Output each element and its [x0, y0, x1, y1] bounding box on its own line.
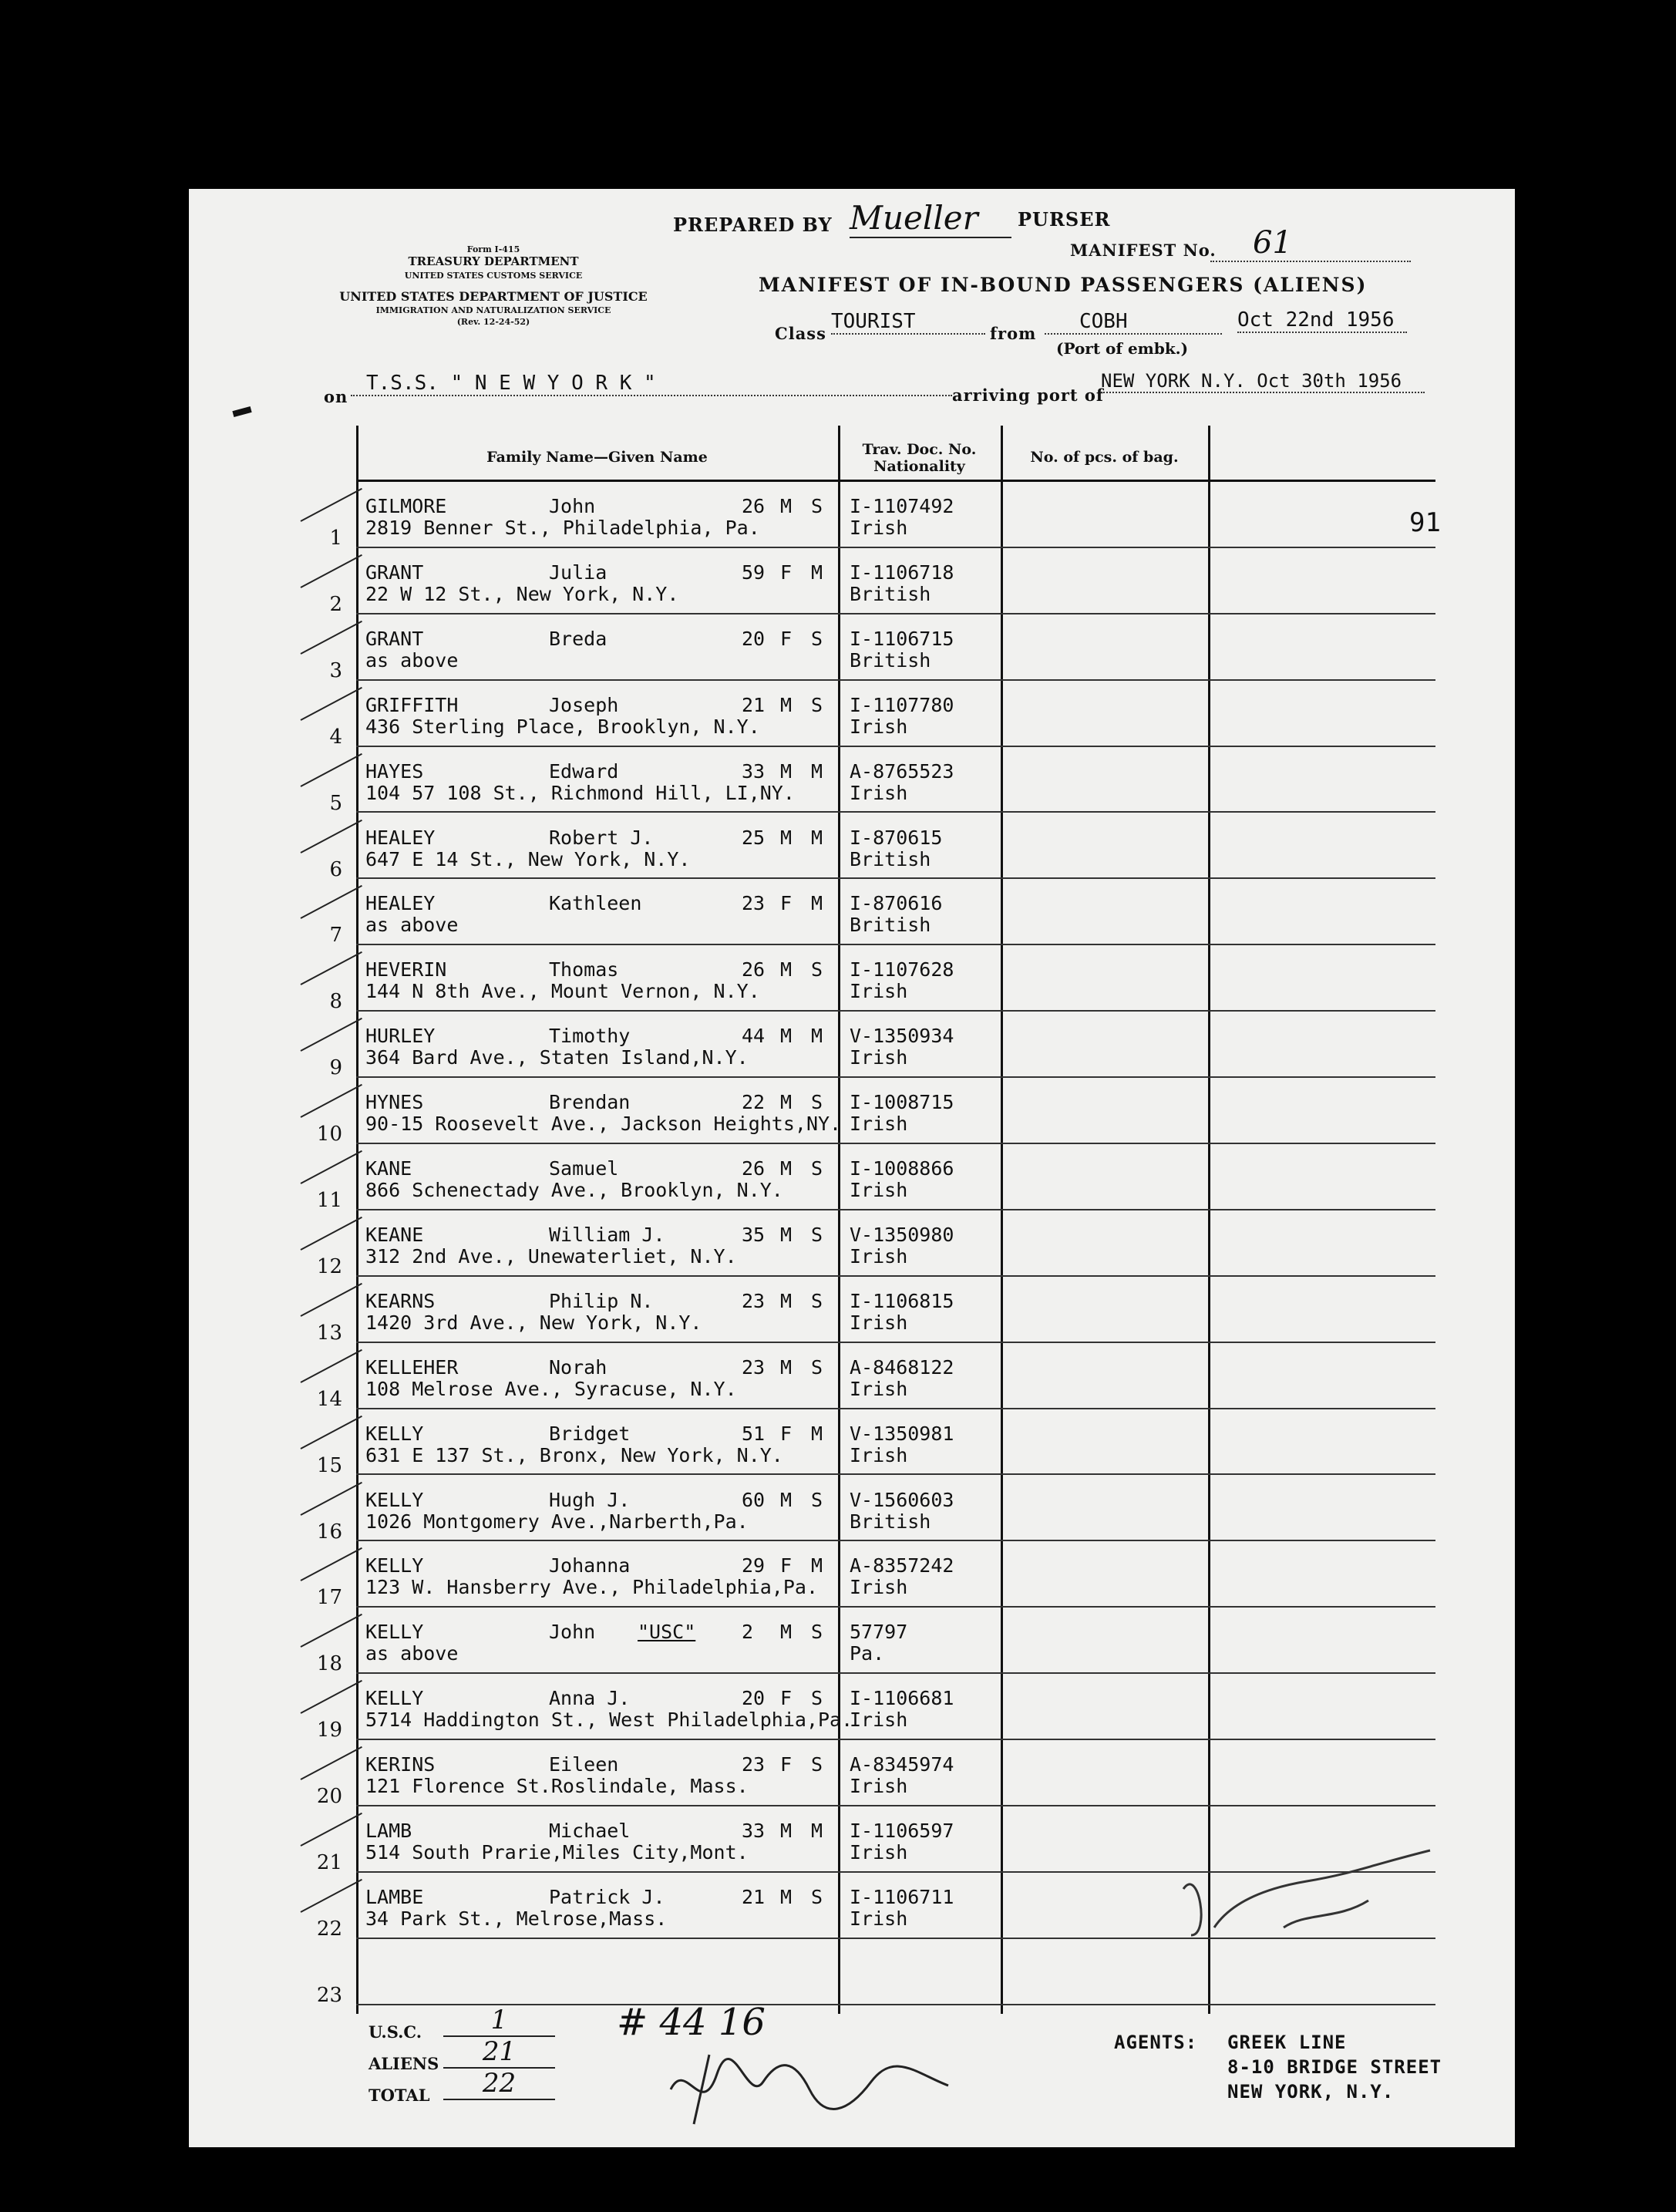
travel-document-number: I-870615	[850, 826, 943, 849]
sex: M	[780, 495, 793, 517]
marital-status: S	[811, 693, 823, 716]
marital-status: S	[811, 1753, 823, 1776]
address: 123 W. Hansberry Ave., Philadelphia,Pa.	[365, 1576, 818, 1599]
table-row	[316, 1608, 1435, 1676]
sex: M	[780, 1157, 793, 1180]
given-name: Robert J.	[549, 826, 654, 849]
travel-document-number: I-1107492	[850, 495, 954, 517]
table-row	[329, 482, 1435, 550]
manifest-title: MANIFEST OF IN-BOUND PASSENGERS (ALIENS)	[759, 274, 1368, 296]
marital-status: M	[811, 1554, 823, 1577]
marital-status: S	[811, 495, 823, 517]
travel-document-number: I-1106718	[850, 561, 954, 584]
given-name: Anna J.	[549, 1687, 631, 1710]
table-row	[316, 1277, 1435, 1345]
age: 23	[742, 1289, 766, 1312]
travel-document-number: I-1107628	[850, 958, 954, 981]
travel-document-number: 57797	[850, 1621, 908, 1644]
age: 2	[742, 1621, 754, 1644]
marital-status: M	[811, 892, 823, 915]
marital-status: M	[811, 759, 823, 783]
address: 2819 Benner St., Philadelphia, Pa.	[365, 517, 760, 539]
nationality: British	[850, 582, 931, 605]
row-number: 11	[316, 1189, 342, 1212]
row-number: 15	[316, 1453, 342, 1477]
marital-status: S	[811, 1157, 823, 1180]
row-number: 1	[329, 527, 342, 550]
table-row	[316, 1078, 1435, 1146]
nationality: Irish	[850, 1113, 908, 1136]
surname: HEALEY	[365, 826, 436, 849]
usc-value: 1	[443, 2005, 555, 2037]
table-row	[316, 1476, 1435, 1544]
address: 90-15 Roosevelt Ave., Jackson Heights,NY.	[365, 1113, 842, 1136]
total-value: 22	[443, 2068, 555, 2100]
aliens-value: 21	[443, 2036, 555, 2069]
travel-document-number: I-1008866	[850, 1157, 954, 1180]
age: 60	[742, 1488, 766, 1511]
address: 866 Schenectady Ave., Brooklyn, N.Y.	[365, 1179, 783, 1201]
sex: M	[780, 1025, 793, 1048]
sex: F	[780, 1687, 793, 1710]
row-number: 6	[329, 857, 342, 881]
nationality: Irish	[850, 715, 908, 738]
table-row	[316, 1740, 1435, 1809]
marital-status: M	[811, 1025, 823, 1048]
age: 23	[742, 1355, 766, 1379]
age: 29	[742, 1554, 766, 1577]
embark-date: Oct 22nd 1956	[1237, 308, 1407, 333]
travel-document-number: A-8357242	[850, 1554, 954, 1577]
agents-label: AGENTS:	[1114, 2032, 1198, 2053]
nationality: Irish	[850, 980, 908, 1003]
address: 34 Park St., Melrose,Mass.	[365, 1907, 668, 1930]
sex: M	[780, 759, 793, 783]
vessel-name: T.S.S. " N E W Y O R K "	[351, 372, 952, 396]
age: 21	[742, 693, 766, 716]
marital-status: S	[811, 958, 823, 981]
row-number: 4	[329, 725, 342, 749]
age: 33	[742, 1820, 766, 1842]
aliens-label: ALIENS	[369, 2054, 439, 2073]
row-number: 8	[329, 990, 342, 1014]
address: 121 Florence St.Roslindale, Mass.	[365, 1775, 749, 1798]
table-row	[316, 1343, 1435, 1411]
nationality: Irish	[850, 1907, 908, 1930]
surname: HAYES	[365, 759, 424, 783]
given-name: Timothy	[549, 1025, 631, 1048]
purser-label: PURSER	[1018, 208, 1111, 231]
form-number: Form I-415	[466, 244, 520, 254]
travel-document-number: V-1350934	[850, 1025, 954, 1048]
table-row	[316, 1674, 1435, 1742]
sex: M	[780, 1885, 793, 1908]
handwritten-signature	[663, 2043, 956, 2128]
surname: KERINS	[365, 1753, 436, 1776]
surname: KEARNS	[365, 1289, 436, 1312]
given-name: Bridget	[549, 1422, 631, 1445]
sex: M	[780, 1091, 793, 1114]
address: as above	[365, 648, 459, 672]
age: 59	[742, 561, 766, 584]
nationality: Irish	[850, 1576, 908, 1599]
table-row	[329, 681, 1435, 749]
given-name: Norah	[549, 1355, 607, 1379]
surname: LAMB	[365, 1820, 412, 1842]
address: 5714 Haddington St., West Philadelphia,Pa.	[365, 1709, 853, 1732]
age: 33	[742, 759, 766, 783]
arriving-port-label: arriving port of	[952, 386, 1104, 405]
column-header-document: Trav. Doc. No.	[862, 441, 977, 458]
marital-status: S	[811, 627, 823, 650]
table-row	[316, 1541, 1435, 1610]
travel-document-number: I-1106681	[850, 1687, 954, 1710]
table-row	[329, 1012, 1435, 1080]
given-name: Joseph	[549, 693, 619, 716]
marital-status: S	[811, 1621, 823, 1644]
given-name: Samuel	[549, 1157, 619, 1180]
marital-status: M	[811, 561, 823, 584]
marital-status: S	[811, 1223, 823, 1246]
agents-line3: NEW YORK, N.Y.	[1227, 2081, 1395, 2103]
manifest-no-value: 61	[1210, 225, 1411, 262]
address: 1026 Montgomery Ave.,Narberth,Pa.	[365, 1510, 749, 1533]
from-label: from	[990, 324, 1037, 343]
nationality: Irish	[850, 1179, 908, 1201]
row-number: 21	[316, 1851, 342, 1874]
surname: GRANT	[365, 627, 424, 650]
class-value: TOURIST	[831, 310, 985, 335]
sex: F	[780, 892, 793, 915]
sex: M	[780, 1621, 793, 1644]
surname: KELLY	[365, 1687, 424, 1710]
travel-document-number: V-1560603	[850, 1488, 954, 1511]
marital-status: M	[811, 826, 823, 849]
table-row	[329, 747, 1435, 815]
agents-line1: GREEK LINE	[1227, 2032, 1347, 2053]
travel-document-number: V-1350981	[850, 1422, 954, 1445]
marital-status: S	[811, 1488, 823, 1511]
address: 514 South Prarie,Miles City,Mont.	[365, 1841, 749, 1864]
age: 23	[742, 1753, 766, 1776]
given-name: Hugh J.	[549, 1488, 631, 1511]
surname: GRANT	[365, 561, 424, 584]
class-label: Class	[775, 324, 826, 343]
travel-document-number: A-8765523	[850, 759, 954, 783]
given-name: Thomas	[549, 958, 619, 981]
given-name: Eileen	[549, 1753, 619, 1776]
given-name: Kathleen	[549, 892, 642, 915]
marital-status: M	[811, 1422, 823, 1445]
address: 647 E 14 St., New York, N.Y.	[365, 847, 691, 870]
form-revision: (Rev. 12-24-52)	[456, 317, 530, 327]
given-name: William J.	[549, 1223, 665, 1246]
nationality: Irish	[850, 1775, 908, 1798]
nationality: Irish	[850, 1244, 908, 1268]
row-number: 9	[329, 1056, 342, 1080]
surname: HEALEY	[365, 892, 436, 915]
passenger-table	[316, 426, 1435, 2014]
justice-department: UNITED STATES DEPARTMENT OF JUSTICE	[339, 289, 648, 304]
surname: KELLY	[365, 1422, 424, 1445]
marital-status: S	[811, 1091, 823, 1114]
surname: HURLEY	[365, 1025, 436, 1048]
table-row	[329, 945, 1435, 1014]
given-name: Philip N.	[549, 1289, 654, 1312]
marital-status: M	[811, 1820, 823, 1842]
row-number: 13	[316, 1321, 342, 1345]
sex: F	[780, 1753, 793, 1776]
travel-document-number: I-1106711	[850, 1885, 954, 1908]
age: 35	[742, 1223, 766, 1246]
age: 22	[742, 1091, 766, 1114]
nationality: Irish	[850, 1046, 908, 1069]
usc-label: U.S.C.	[369, 2022, 422, 2042]
table-row	[316, 1144, 1435, 1212]
row-number: 16	[316, 1520, 342, 1544]
address: as above	[365, 914, 459, 937]
address: 22 W 12 St., New York, N.Y.	[365, 582, 679, 605]
row-number: 5	[329, 791, 342, 815]
table-row	[316, 1210, 1435, 1278]
travel-document-number: I-1106715	[850, 627, 954, 650]
row-number: 3	[329, 658, 342, 682]
given-name: Michael	[549, 1820, 631, 1842]
surname: KEANE	[365, 1223, 424, 1246]
arriving-port-value: NEW YORK N.Y. Oct 30th 1956	[1101, 370, 1425, 393]
treasury-department: TREASURY DEPARTMENT	[408, 254, 579, 268]
nationality: British	[850, 847, 931, 870]
row-number: 14	[316, 1387, 342, 1411]
row-number: 18	[316, 1652, 342, 1676]
table-row	[329, 548, 1435, 616]
nationality: Irish	[850, 781, 908, 804]
prepared-by-signature: Mueller	[850, 199, 1011, 238]
given-name: Patrick J.	[549, 1885, 665, 1908]
nationality: Irish	[850, 1443, 908, 1466]
sex: F	[780, 561, 793, 584]
surname: LAMBE	[365, 1885, 424, 1908]
address: as above	[365, 1642, 459, 1665]
marital-status: S	[811, 1687, 823, 1710]
age: 23	[742, 892, 766, 915]
nationality: Irish	[850, 1709, 908, 1732]
nationality: British	[850, 1510, 931, 1533]
travel-document-number: A-8468122	[850, 1355, 954, 1379]
age: 26	[742, 495, 766, 517]
given-name: Brendan	[549, 1091, 631, 1114]
given-name: Edward	[549, 759, 619, 783]
sex: M	[780, 1355, 793, 1379]
surname: KELLY	[365, 1488, 424, 1511]
surname: GRIFFITH	[365, 693, 459, 716]
on-label: on	[324, 387, 348, 406]
column-header-nationality: Nationality	[873, 458, 965, 475]
surname: HEVERIN	[365, 958, 447, 981]
sex: M	[780, 1223, 793, 1246]
row-number: 10	[316, 1123, 342, 1146]
sex: F	[780, 1554, 793, 1577]
given-name: Johanna	[549, 1554, 631, 1577]
address: 1420 3rd Ave., New York, N.Y.	[365, 1311, 702, 1334]
surname: GILMORE	[365, 495, 447, 517]
given-name: John	[549, 1621, 596, 1644]
row-number: 12	[316, 1254, 342, 1278]
sex: M	[780, 1820, 793, 1842]
sex: M	[780, 826, 793, 849]
address: 144 N 8th Ave., Mount Vernon, N.Y.	[365, 980, 760, 1003]
row-number: 17	[316, 1586, 342, 1610]
port-of-embarkation-label: (Port of embk.)	[1056, 339, 1189, 358]
address: 108 Melrose Ave., Syracuse, N.Y.	[365, 1377, 737, 1400]
age: 20	[742, 627, 766, 650]
nationality: Irish	[850, 1841, 908, 1864]
travel-document-number: I-1008715	[850, 1091, 954, 1114]
surname: KANE	[365, 1157, 412, 1180]
sex: M	[780, 1289, 793, 1312]
table-row	[316, 1409, 1435, 1477]
age: 26	[742, 958, 766, 981]
address: 364 Bard Ave., Staten Island,N.Y.	[365, 1046, 749, 1069]
usc-marker: "USC"	[638, 1621, 696, 1644]
margin-page-number: 91	[1409, 507, 1441, 538]
sex: M	[780, 693, 793, 716]
nationality: Irish	[850, 517, 908, 539]
row-number: 19	[316, 1719, 342, 1742]
total-label: TOTAL	[369, 2086, 430, 2105]
given-name: John	[549, 495, 596, 517]
nationality: British	[850, 914, 931, 937]
age: 21	[742, 1885, 766, 1908]
immigration-service: IMMIGRATION AND NATURALIZATION SERVICE	[375, 305, 611, 315]
nationality: British	[850, 648, 931, 672]
travel-document-number: A-8345974	[850, 1753, 954, 1776]
sex: M	[780, 958, 793, 981]
surname: HYNES	[365, 1091, 424, 1114]
table-row	[329, 813, 1435, 881]
age: 25	[742, 826, 766, 849]
given-name: Julia	[549, 561, 607, 584]
handwritten-number: # 44 16	[617, 2001, 766, 2044]
prepared-by-label: PREPARED BY	[673, 214, 833, 236]
travel-document-number: I-1107780	[850, 693, 954, 716]
travel-document-number: V-1350980	[850, 1223, 954, 1246]
age: 51	[742, 1422, 766, 1445]
marital-status: S	[811, 1885, 823, 1908]
address: 312 2nd Ave., Unewaterliet, N.Y.	[365, 1244, 737, 1268]
row-number: 2	[329, 592, 342, 616]
sex: M	[780, 1488, 793, 1511]
row-number: 23	[316, 1983, 342, 2007]
column-header-name: Family Name—Given Name	[486, 449, 708, 466]
address: 436 Sterling Place, Brooklyn, N.Y.	[365, 715, 760, 738]
travel-document-number: I-870616	[850, 892, 943, 915]
row-number: 20	[316, 1785, 342, 1809]
address: 104 57 108 St., Richmond Hill, LI,NY.	[365, 781, 795, 804]
address: 631 E 137 St., Bronx, New York, N.Y.	[365, 1443, 783, 1466]
handwritten-annotation	[1168, 1843, 1445, 1958]
surname: KELLEHER	[365, 1355, 459, 1379]
age: 26	[742, 1157, 766, 1180]
marital-status: S	[811, 1289, 823, 1312]
surname: KELLY	[365, 1554, 424, 1577]
travel-document-number: I-1106815	[850, 1289, 954, 1312]
customs-service: UNITED STATES CUSTOMS SERVICE	[404, 271, 583, 281]
travel-document-number: I-1106597	[850, 1820, 954, 1842]
agents-line2: 8-10 BRIDGE STREET	[1227, 2056, 1442, 2078]
nationality: Irish	[850, 1311, 908, 1334]
nationality: Irish	[850, 1377, 908, 1400]
row-number: 7	[329, 924, 342, 948]
sex: F	[780, 1422, 793, 1445]
table-row	[329, 614, 1435, 682]
table-row	[329, 879, 1435, 948]
nationality: Pa.	[850, 1642, 885, 1665]
row-number: 22	[316, 1917, 342, 1941]
age: 44	[742, 1025, 766, 1048]
manifest-no-label: MANIFEST No.	[1070, 241, 1217, 260]
surname: KELLY	[365, 1621, 424, 1644]
age: 20	[742, 1687, 766, 1710]
from-value: COBH	[1045, 310, 1222, 335]
sex: F	[780, 627, 793, 650]
given-name: Breda	[549, 627, 607, 650]
marital-status: S	[811, 1355, 823, 1379]
column-header-baggage: No. of pcs. of bag.	[1030, 449, 1179, 466]
